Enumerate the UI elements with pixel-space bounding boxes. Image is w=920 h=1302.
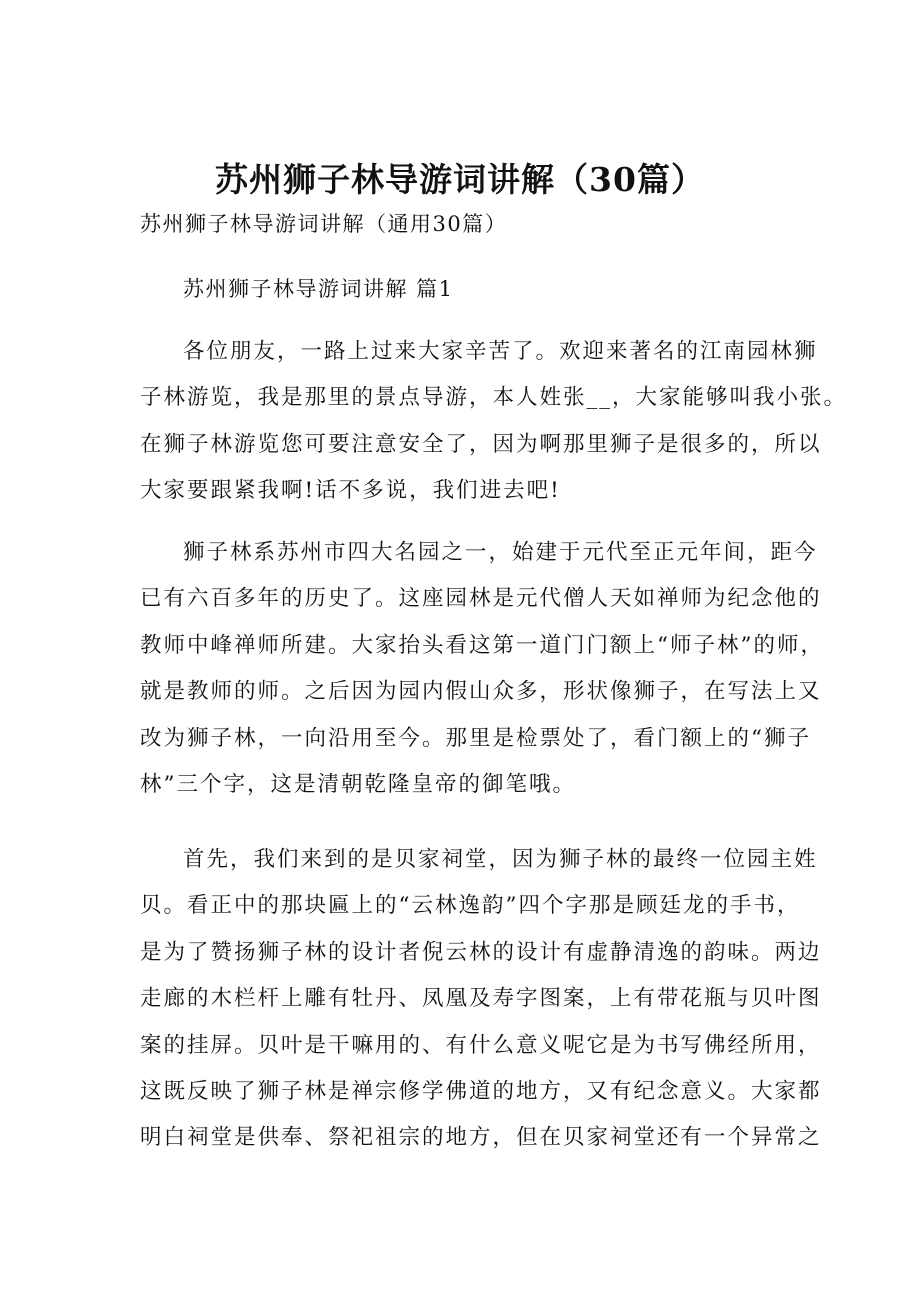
text-line: 狮子林系苏州市四大名园之一，始建于元代至正元年间，距今 (183, 540, 818, 565)
text-line: 是为了赞扬狮子林的设计者倪云林的设计有虚静清逸的韵味。两边 (140, 939, 822, 965)
text-line: 走廊的木栏杆上雕有牡丹、凤凰及寿字图案，上有带花瓶与贝叶图 (140, 986, 822, 1012)
paragraph-1 (140, 329, 847, 515)
text-line: 大家要跟紧我啊!话不多说，我们进去吧! (140, 478, 561, 504)
text-line: 教师中峰禅师所建。大家抬头看这第一道门门额上“师子林”的师， (140, 632, 824, 658)
text-line: 这既反映了狮子林是禅宗修学佛道的地方，又有纪念意义。大家都 (140, 1078, 822, 1104)
text-line: 贝。看正中的那块匾上的“云林逸韵”四个字那是顾廷龙的手书， (140, 893, 801, 919)
document-subtitle: 苏州狮子林导游词讲解（通用30篇） (140, 212, 508, 236)
text-line: 首先，我们来到的是贝家祠堂，因为狮子林的最终一位园主姓 (183, 847, 818, 872)
text-line: 林”三个字，这是清朝乾隆皇帝的御笔哦。 (140, 771, 576, 797)
section-heading: 苏州狮子林导游词讲解 篇1 (183, 277, 454, 301)
paragraph-2 (140, 530, 824, 808)
text-line: 各位朋友，一路上过来大家辛苦了。欢迎来著名的江南园林狮 (183, 339, 818, 364)
text-line: 案的挂屏。贝叶是干嘛用的、有什么意义呢它是为书写佛经所用， (140, 1032, 822, 1058)
text-line: 在狮子林游览您可要注意安全了，因为啊那里狮子是很多的，所以 (140, 431, 822, 457)
text-line: 就是教师的师。之后因为园内假山众多，形状像狮子，在写法上又 (140, 679, 822, 705)
document-title: 苏州狮子林导游词讲解（30篇） (215, 160, 705, 199)
text-line: 已有六百多年的历史了。这座园林是元代僧人天如禅师为纪念他的 (140, 586, 822, 612)
text-line: 明白祠堂是供奉、祭祀祖宗的地方，但在贝家祠堂还有一个异常之 (140, 1125, 822, 1151)
text-line: 改为狮子林，一向沿用至今。那里是检票处了，看门额上的“狮子 (140, 725, 811, 751)
paragraph-3 (140, 837, 822, 1162)
text-line: 子林游览，我是那里的景点导游，本人姓张__，大家能够叫我小张。 (140, 385, 848, 411)
